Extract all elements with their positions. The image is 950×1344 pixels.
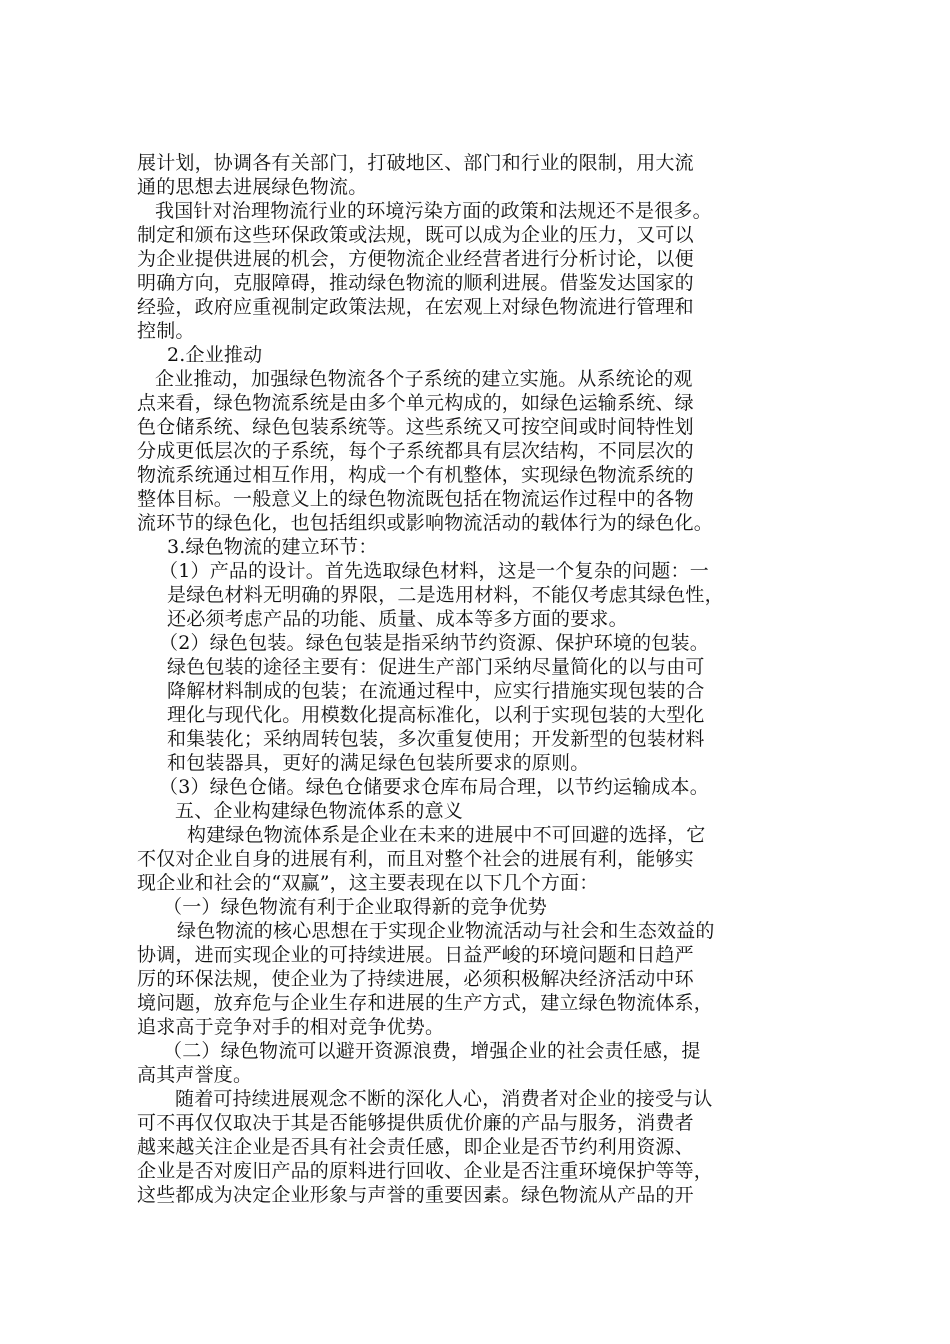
text-line: 经验，政府应重视制定政策法规，在宏观上对绿色物流进行管理和 — [137, 296, 694, 318]
text-line: 可不再仅仅取决于其是否能够提供质优价廉的产品与服务，消费者 — [137, 1112, 694, 1134]
text-line: 随着可持续进展观念不断的深化人心，消费者对企业的接受与认 — [175, 1088, 713, 1110]
text-line: 控制。 — [137, 320, 195, 342]
text-line: 理化与现代化。用模数化提高标准化，以利于实现包装的大型化 — [167, 704, 705, 726]
text-line: （2）绿色包装。绿色包装是指采纳节约资源、保护环境的包装。 — [159, 632, 709, 654]
text-line: 还必须考虑产品的功能、质量、成本等多方面的要求。 — [167, 608, 628, 630]
text-line: 3.绿色物流的建立环节： — [167, 536, 378, 558]
text-line: （1）产品的设计。首先选取绿色材料，这是一个复杂的问题：一 — [159, 560, 709, 582]
text-line: （一）绿色物流有利于企业取得新的竞争优势 — [163, 896, 548, 918]
text-line: 展计划，协调各有关部门，打破地区、部门和行业的限制，用大流 — [137, 152, 694, 174]
text-line: （二）绿色物流可以避开资源浪费，增强企业的社会责任感，提 — [163, 1040, 701, 1062]
text-line: 五、企业构建绿色物流体系的意义 — [175, 800, 464, 822]
text-line: 是绿色材料无明确的界限，二是选用材料，不能仅考虑其绿色性， — [167, 584, 724, 606]
text-line: 点来看，绿色物流系统是由多个单元构成的，如绿色运输系统、绿 — [137, 392, 694, 414]
text-line: 整体目标。一般意义上的绿色物流既包括在物流运作过程中的各物 — [137, 488, 694, 510]
text-line: 绿色包装的途径主要有：促进生产部门采纳尽量简化的以与由可 — [167, 656, 705, 678]
text-line: 不仅对企业自身的进展有利，而且对整个社会的进展有利，能够实 — [137, 848, 694, 870]
text-line: 通的思想去进展绿色物流。 — [137, 176, 368, 198]
text-line: 企业推动，加强绿色物流各个子系统的建立实施。从系统论的观 — [155, 368, 693, 390]
text-line: 构建绿色物流体系是企业在未来的进展中不可回避的选择，它 — [187, 824, 706, 846]
text-line: 和包装器具，更好的满足绿色包装所要求的原则。 — [167, 752, 590, 774]
text-line: 越来越关注企业是否具有社会责任感，即企业是否节约利用资源、 — [137, 1136, 694, 1158]
text-line: 厉的环保法规，使企业为了持续进展，必须积极解决经济活动中环 — [137, 968, 694, 990]
text-line: 高其声誉度。 — [137, 1064, 253, 1086]
text-line: 2.企业推动 — [167, 344, 263, 366]
text-line: 流环节的绿色化，也包括组织或影响物流活动的载体行为的绿色化。 — [137, 512, 714, 534]
text-line: 和集装化；采纳周转包装，多次重复使用；开发新型的包装材料 — [167, 728, 705, 750]
text-line: 色仓储系统、绿色包装系统等。这些系统又可按空间或时间特性划 — [137, 416, 694, 438]
document-body — [137, 151, 817, 1207]
text-line: 现企业和社会的“双赢”，这主要表现在以下几个方面： — [137, 872, 599, 894]
text-line: 物流系统通过相互作用，构成一个有机整体，实现绿色物流系统的 — [137, 464, 694, 486]
text-line: 协调，进而实现企业的可持续进展。日益严峻的环境问题和日趋严 — [137, 944, 694, 966]
text-line: 企业是否对废旧产品的原料进行回收、企业是否注重环境保护等等， — [137, 1160, 714, 1182]
text-line: 为企业提供进展的机会，方便物流企业经营者进行分析讨论，以便 — [137, 248, 694, 270]
text-line: （3）绿色仓储。绿色仓储要求仓库布局合理，以节约运输成本。 — [159, 776, 709, 798]
text-line: 绿色物流的核心思想在于实现企业物流活动与社会和生态效益的 — [177, 920, 715, 942]
text-line: 追求高于竞争对手的相对竞争优势。 — [137, 1016, 445, 1038]
text-line: 降解材料制成的包装；在流通过程中，应实行措施实现包装的合 — [167, 680, 705, 702]
text-line: 分成更低层次的子系统，每个子系统都具有层次结构，不同层次的 — [137, 440, 694, 462]
text-line: 明确方向，克服障碍，推动绿色物流的顺利进展。借鉴发达国家的 — [137, 272, 694, 294]
text-line: 境问题，放弃危与企业生存和进展的生产方式，建立绿色物流体系， — [137, 992, 714, 1014]
text-line: 制定和颁布这些环保政策或法规，既可以成为企业的压力，又可以 — [137, 224, 694, 246]
text-line: 我国针对治理物流行业的环境污染方面的政策和法规还不是很多。 — [155, 200, 712, 222]
text-line: 这些都成为决定企业形象与声誉的重要因素。绿色物流从产品的开 — [137, 1184, 694, 1206]
